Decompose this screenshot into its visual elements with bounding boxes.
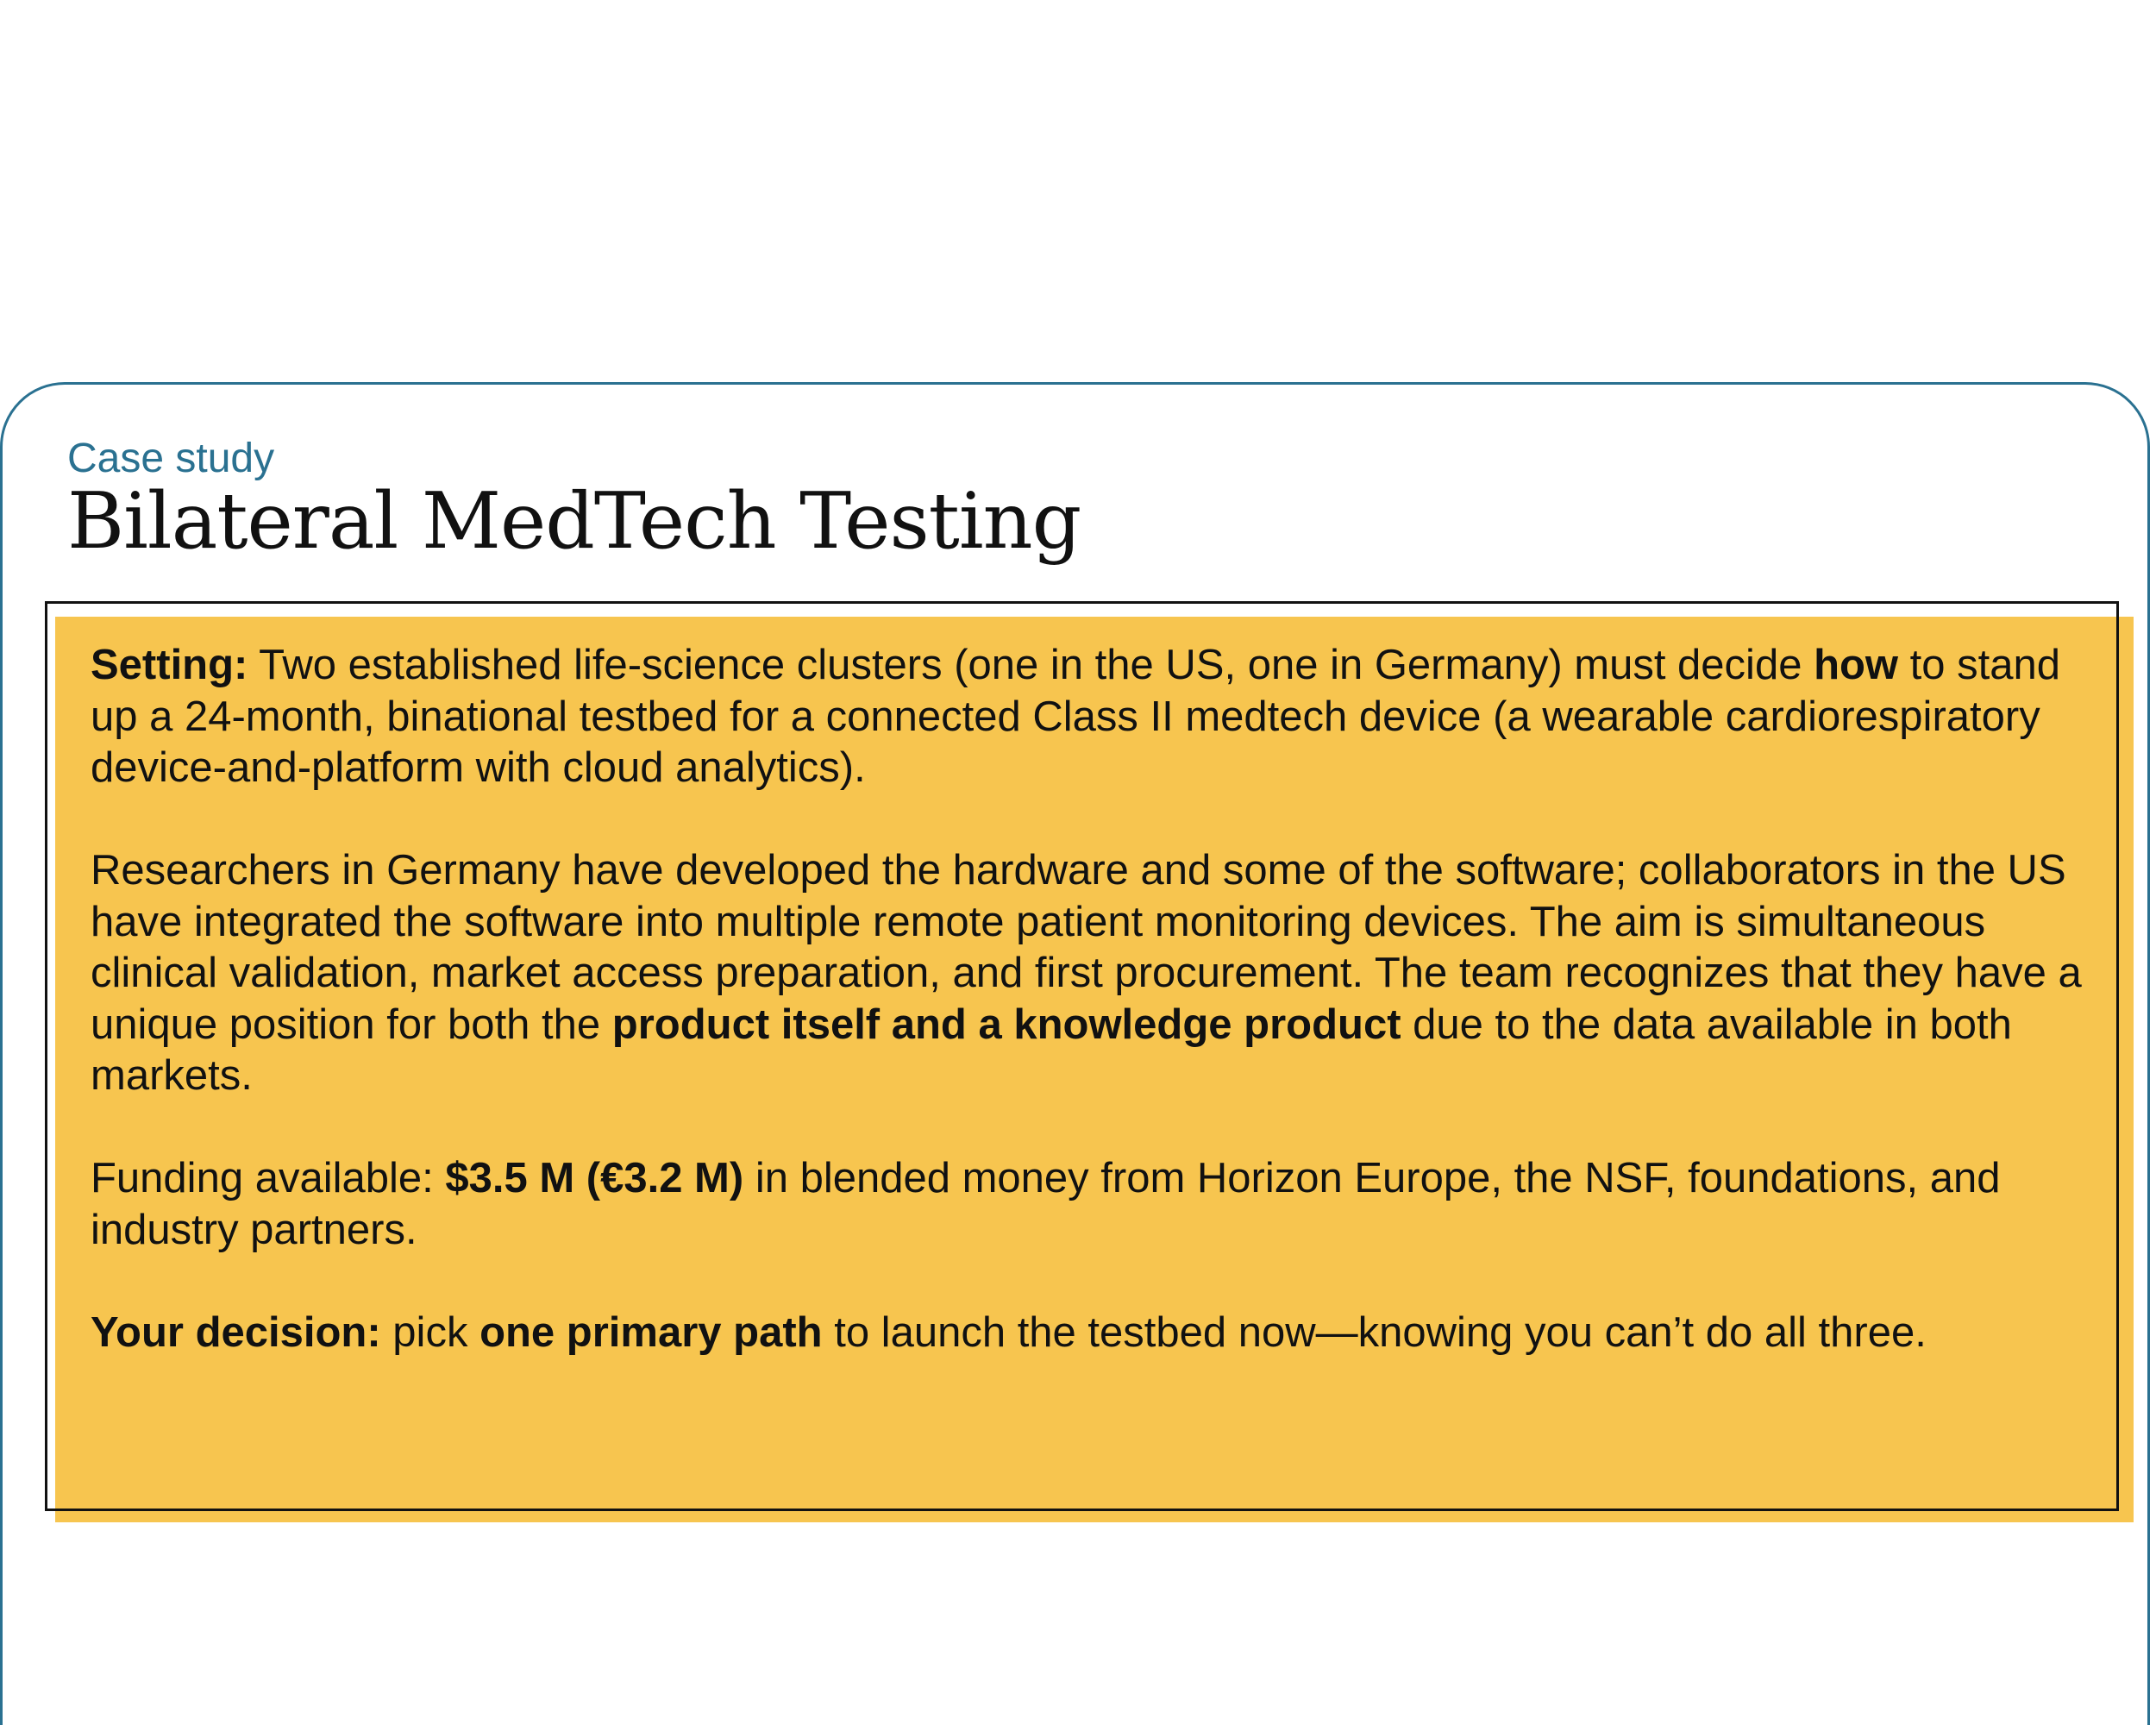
- setting-text-2: to stand up a 24-month, binational testbed for a connected Class II medtech device (a wearable cardiorespiratory device-and-platform with cloud analytics).: [91, 642, 2061, 791]
- funding-text-1: Funding available:: [91, 1155, 446, 1201]
- setting-text-1: Two established life-science clusters (one in the US, one in Germany) must decide: [248, 642, 1814, 688]
- decision-text-1: pick: [380, 1308, 480, 1356]
- background-text-2: due to the data available in both markets.: [91, 1000, 2012, 1099]
- setting-paragraph: [91, 640, 2100, 794]
- background-product: product itself and a knowledge product: [611, 1000, 1401, 1048]
- funding-text-2: in blended money from Horizon Europe, the NSF, foundations, and industry partners.: [91, 1155, 2001, 1253]
- background-text-1: Researchers in Germany have developed the hardware and some of the software; collaborators in the US have integrated the software into multiple remote patient monitoring devices. The aim is simultaneous clinical validation, market access preparation, and first procurement. The team recognizes that they have a unique position for both the: [91, 847, 2082, 1048]
- setting-label: Setting:: [91, 642, 248, 688]
- case-study-eyebrow: Case study: [67, 436, 275, 481]
- setting-how: how: [1814, 642, 1899, 688]
- funding-paragraph: [91, 1153, 2100, 1256]
- background-paragraph: [91, 845, 2100, 1102]
- decision-paragraph: [91, 1308, 2100, 1359]
- decision-path: one primary path: [479, 1308, 823, 1356]
- funding-amount: $3.5 M (€3.2 M): [445, 1155, 744, 1201]
- case-card-body: [91, 640, 2100, 1410]
- page-title: Bilateral MedTech Testing: [67, 476, 1081, 567]
- decision-text-2: to launch the testbed now—knowing you can’t do all three.: [822, 1308, 1927, 1356]
- decision-label: Your decision:: [91, 1308, 381, 1356]
